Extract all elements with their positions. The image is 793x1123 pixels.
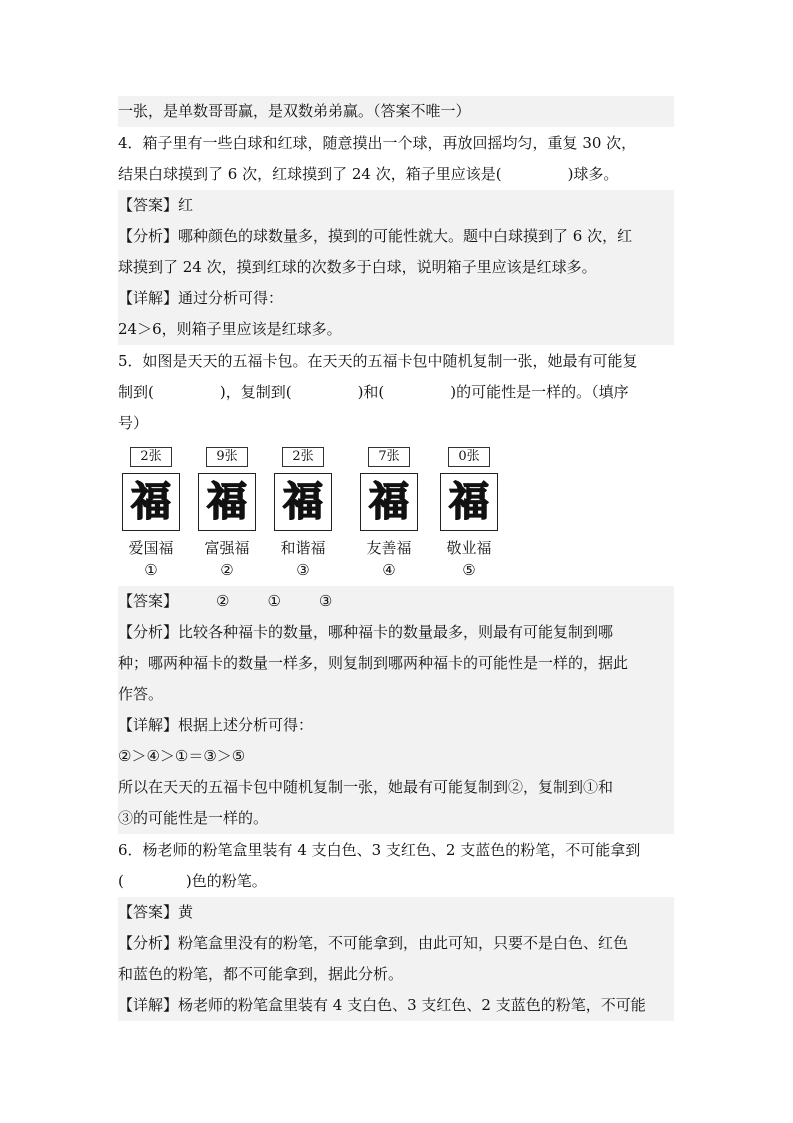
fu-card-youshan [358,440,420,581]
detail-line [118,741,674,772]
fu-character-icon: 福 [131,478,171,525]
card-name: 爱国福 [128,539,174,557]
card-name: 富强福 [204,539,250,557]
detail-line [118,710,674,741]
question-4-line-1 [118,128,674,159]
line-text: 【详解】根据上述分析可得： [118,716,314,734]
fu-card-hexie [272,440,334,581]
detail-line [118,803,674,834]
line-text: ③的可能性是一样的。 [118,809,269,827]
analysis-line [118,959,674,990]
answer-value: ② [216,592,230,610]
line-text: )和( [357,383,385,401]
line-text: 【详解】通过分析可得： [118,289,284,307]
line-text: )色的粉笔。 [185,872,267,890]
analysis-line [118,679,674,710]
line-text: 号） [118,414,149,432]
question-6-line-2 [118,866,674,897]
question-4-line-2 [118,159,674,190]
fu-card-fuqiang [196,440,258,581]
card-name: 和谐福 [280,539,326,557]
analysis-line [118,648,674,679]
fu-character-icon: 福 [207,478,247,525]
card-number: ③ [296,561,310,579]
line-text: )，复制到( [219,383,292,401]
analysis-line [118,928,674,959]
line-text: 和蓝色的粉笔，都不可能拿到，据此分析。 [118,965,404,983]
line-text: 所以在天天的五福卡包中随机复制一张，她最有可能复制到②，复制到①和 [118,778,614,796]
line-text: 4．箱子里有一些白球和红球，随意摸出一个球，再放回摇均匀，重复 30 次， [118,134,637,152]
line-text: 【分析】哪种颜色的球数量多，摸到的可能性就大。题中白球摸到了 6 次，红 [118,227,633,245]
analysis-line [118,617,674,648]
line-text: 一张，是单数哥哥赢，是双数弟弟赢。（答案不唯一） [118,102,471,120]
line-text: 6．杨老师的粉笔盒里装有 4 支白色、3 支红色、2 支蓝色的粉笔，不可能拿到 [118,841,641,859]
answer-line [118,586,674,617]
fu-card-tile [274,473,332,531]
answer-line [118,190,674,221]
card-count-label: 2张 [282,447,324,467]
analysis-line [118,221,674,252]
line-text: 【详解】杨老师的粉笔盒里装有 4 支白色、3 支红色、2 支蓝色的粉笔，不可能 [118,996,646,1014]
card-count-label: 0张 [448,447,490,467]
fu-card-jingye [438,440,500,581]
line-text: 制到( [118,383,154,401]
text-line [118,96,674,127]
fu-card-tile [122,473,180,531]
fu-card-tile [440,473,498,531]
question-5-line-2 [118,377,674,408]
line-text: 作答。 [118,685,164,703]
line-text: 球摸到了 24 次，摸到红球的次数多于白球，说明箱子里应该是红球多。 [118,258,597,276]
card-number: ⑤ [462,561,476,579]
detail-line [118,772,674,803]
fu-character-icon: 福 [369,478,409,525]
fu-character-icon: 福 [283,478,323,525]
detail-line [118,314,674,345]
card-count-label: 2张 [130,447,172,467]
question-5-line-1 [118,346,674,377]
question-5-line-3 [118,408,674,439]
card-number: ② [220,561,234,579]
line-text: ( [118,872,124,890]
line-text: 结果白球摸到了 6 次，红球摸到了 24 次，箱子里应该是( [118,165,502,183]
detail-line [118,990,674,1021]
fu-card-tile [360,473,418,531]
line-text: 【答案】黄 [118,903,194,921]
line-text: 【分析】比较各种福卡的数量，哪种福卡的数量最多，则最有可能复制到哪 [118,623,614,641]
line-text: )球多。 [567,165,619,183]
fu-character-icon: 福 [449,478,489,525]
answer-value: ① [267,592,281,610]
line-text: 5．如图是天天的五福卡包。在天天的五福卡包中随机复制一张，她最有可能复 [118,352,638,370]
line-text: 【分析】粉笔盒里没有的粉笔，不可能拿到，由此可知，只要不是白色、红色 [118,934,629,952]
card-name: 友善福 [366,539,412,557]
answer-value: ③ [318,592,333,610]
fu-card-figure [118,440,674,588]
question-6-line-1 [118,835,674,866]
line-text: )的可能性是一样的。（填序 [450,383,629,401]
card-number: ④ [382,561,396,579]
detail-line [118,283,674,314]
analysis-line [118,252,674,283]
card-count-label: 9张 [206,447,248,467]
fu-card-aiguo [120,440,182,581]
fu-card-tile [198,473,256,531]
card-number: ① [144,561,158,579]
card-count-label: 7张 [368,447,410,467]
line-text: 24＞6，则箱子里应该是红球多。 [118,320,342,338]
line-text: 【答案】 [118,592,179,610]
line-text: 【答案】红 [118,196,194,214]
card-name: 敬业福 [446,539,492,557]
line-text: ②＞④＞①＝③＞⑤ [118,747,246,765]
line-text: 种；哪两种福卡的数量一样多，则复制到哪两种福卡的可能性是一样的，据此 [118,654,629,672]
answer-line [118,897,674,928]
